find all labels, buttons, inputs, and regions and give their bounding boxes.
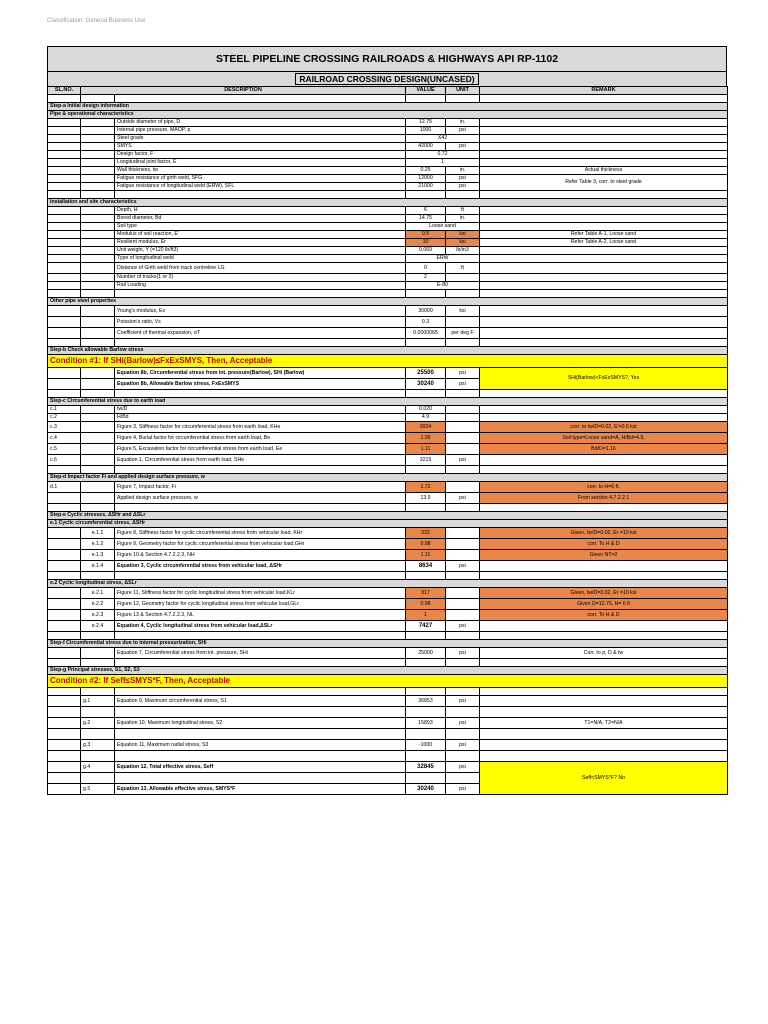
table-cell: e.2.2	[81, 599, 115, 610]
table-cell: Figure 13 & Section 4.7.2.2.3, NL	[115, 610, 406, 621]
table-row	[48, 648, 728, 659]
table-cell: 15893	[406, 718, 446, 729]
table-cell: Outside diameter of pipe, D	[115, 119, 406, 127]
table-cell: ft	[446, 207, 480, 215]
table-cell: psi	[446, 762, 480, 773]
table-cell: Internal pipe pressure, MAOP, p	[115, 127, 406, 135]
table-cell: g.2	[81, 718, 115, 729]
table-cell: c.4	[48, 433, 81, 444]
table-cell: Step-c Circumferential stress due to earth load	[48, 398, 728, 406]
table-cell: ksi	[446, 239, 480, 247]
table-row	[48, 414, 728, 422]
condition-1-banner	[48, 355, 728, 368]
condition-2-result: Seff<SMYS*F? No	[480, 762, 728, 795]
table-cell: 332	[406, 528, 446, 539]
table-cell: Condition #1: If SHi(Barlow)≤FxExSMYS, Then, Acceptable	[48, 355, 728, 368]
table-cell: e.1 Cyclic circumferential stress, ΔSHr	[48, 520, 728, 528]
table-row	[48, 255, 728, 263]
table-cell: Pipe & operational characteristics	[48, 111, 728, 119]
table-cell: Soil type=Loose sand=A, H/Bd=4.9,	[480, 433, 728, 444]
table-row	[48, 539, 728, 550]
table-cell: Equation 4, Cyclic longitudinal stress from vehicular load,ΔSLr	[115, 621, 406, 632]
table-cell: Condition #2: If Seff≤SMYS*F, Then, Acceptable	[48, 675, 728, 688]
table-cell: 30000	[406, 306, 446, 317]
table-row	[48, 696, 728, 707]
table-cell: X42	[406, 135, 480, 143]
table-cell: Resilient modulus, Er	[115, 239, 406, 247]
table-cell: psi	[446, 696, 480, 707]
table-cell: ft	[446, 263, 480, 274]
table-cell: 25000	[406, 648, 446, 659]
table-cell: tw/D	[115, 406, 406, 414]
table-cell: Refer Table A-2, Loose sand	[480, 239, 728, 247]
table-cell: 0.3	[406, 317, 446, 328]
table-cell: Step-b Check allowable Barlow stress	[48, 347, 728, 355]
table-cell: Given, tw/D=0.02, Er =10 ksi	[480, 588, 728, 599]
table-cell: 3219	[406, 455, 446, 466]
table-cell: corr. to H=6 ft.	[480, 482, 728, 493]
table-cell: Rail Loading	[115, 282, 406, 290]
header-unit: UNIT	[446, 87, 480, 95]
table-cell: e.2.1	[81, 588, 115, 599]
table-cell: e.1.4	[81, 561, 115, 572]
table-row	[48, 159, 728, 167]
table-cell: Equation 8b, Allowable Barlow stress, FxExSMYS	[115, 379, 406, 390]
table-row	[48, 207, 728, 215]
header-remark: REMARK	[480, 87, 728, 95]
table-row	[48, 317, 728, 328]
table-cell: 21000	[406, 183, 446, 191]
table-row	[48, 599, 728, 610]
table-cell: e.2 Cyclic longitudinal stress, ΔSLr	[48, 580, 728, 588]
subsection-steel	[48, 298, 728, 306]
table-cell: per deg F	[446, 328, 480, 339]
table-cell: Step-g Principal stresses, S1, S2, S3	[48, 667, 728, 675]
table-cell: ksi	[446, 231, 480, 239]
table-row	[48, 493, 728, 504]
table-row	[48, 119, 728, 127]
table-cell: c.1	[48, 406, 81, 414]
table-cell: Equation 8b, Circumferential stress from int. pressure(Barlow), SHi (Barlow)	[115, 368, 406, 379]
table-row	[48, 621, 728, 632]
table-cell: psi	[446, 183, 480, 191]
table-cell: Loose sand	[406, 223, 480, 231]
subsection-site	[48, 199, 728, 207]
table-cell: 12000	[406, 175, 446, 183]
header-description: DESCRIPTION	[81, 87, 406, 95]
table-cell: 0.069	[406, 247, 446, 255]
table-cell: e.1.3	[81, 550, 115, 561]
table-cell: Figure 12, Geometry factor for cyclic longitudinal stress from vehicular load,GLr	[115, 599, 406, 610]
section-step-b	[48, 347, 728, 355]
table-cell: psi	[446, 175, 480, 183]
header-row	[48, 87, 728, 95]
table-cell: 8634	[406, 561, 446, 572]
section-step-g	[48, 667, 728, 675]
table-cell: psi	[446, 648, 480, 659]
table-row	[48, 740, 728, 751]
table-cell: H/Bd	[115, 414, 406, 422]
table-cell: psi	[446, 740, 480, 751]
table-cell: 25500	[406, 368, 446, 379]
table-cell: g.1	[81, 696, 115, 707]
table-cell: 4.9	[406, 414, 446, 422]
sheet-subtitle: RAILROAD CROSSING DESIGN(UNCASED)	[295, 73, 478, 85]
table-cell: Step-e Cyclic stresses, ΔSHr and ΔSLr	[48, 512, 728, 520]
table-cell: d.1	[48, 482, 81, 493]
table-cell: Figure 11, Stiffness factor for cyclic longitudinal stress from vehicular load,KLr	[115, 588, 406, 599]
table-cell: 0.98	[406, 599, 446, 610]
table-row	[48, 588, 728, 599]
table-row	[48, 215, 728, 223]
table-cell: From section 4.7.2.2.1	[480, 493, 728, 504]
table-cell: Given, tw/D=0.02, Er =10 ksi	[480, 528, 728, 539]
table-cell: 0	[406, 263, 446, 274]
table-cell: Soil type	[115, 223, 406, 231]
table-cell: psi	[446, 784, 480, 795]
table-row	[48, 263, 728, 274]
classification-label: Classification: General Business Use	[47, 18, 146, 24]
table-cell: Given D=12.75, H= 6 ft	[480, 599, 728, 610]
table-cell: psi	[446, 368, 480, 379]
table-row	[48, 306, 728, 317]
table-cell: Equation 3, Cyclic circumferential stress from vehicular load, ΔSHr	[115, 561, 406, 572]
table-row	[48, 550, 728, 561]
table-cell: 1.11	[406, 444, 446, 455]
table-cell: Number of tracks(1 or 2)	[115, 274, 406, 282]
table-cell	[446, 274, 480, 282]
subsection-e1	[48, 520, 728, 528]
table-row	[48, 422, 728, 433]
table-cell: corr. to tw/D=0.02, E'=0.5 ksi	[480, 422, 728, 433]
table-cell: 1000	[406, 127, 446, 135]
table-cell: SMYS	[115, 143, 406, 151]
header-slno: SL.NO.	[48, 87, 81, 95]
table-cell: 0.72	[406, 151, 480, 159]
table-cell: Equation 11, Maximum radial stress, S3	[115, 740, 406, 751]
table-row	[48, 528, 728, 539]
table-row	[48, 433, 728, 444]
table-row	[48, 143, 728, 151]
table-cell: 2	[406, 274, 446, 282]
table-cell: in.	[446, 119, 480, 127]
design-table	[47, 86, 728, 795]
table-cell: psi	[446, 561, 480, 572]
table-cell: Other pipe steel properties	[48, 298, 728, 306]
section-step-d	[48, 474, 728, 482]
table-cell: psi	[446, 621, 480, 632]
condition-2-banner	[48, 675, 728, 688]
table-cell: Figure 7, Impact factor, Fi	[115, 482, 406, 493]
table-cell: in.	[446, 215, 480, 223]
subsection-pipe	[48, 111, 728, 119]
table-cell: Unit weight, Y (=120 lb/ft3)	[115, 247, 406, 255]
table-cell: T1=N/A, T2=N/A	[480, 718, 728, 729]
table-row	[48, 127, 728, 135]
table-cell: Coefficient of thermal expansion, αT	[115, 328, 406, 339]
table-row	[48, 151, 728, 159]
table-cell: c.5	[48, 444, 81, 455]
table-cell: g.3	[81, 740, 115, 751]
table-cell	[446, 317, 480, 328]
table-cell: Depth, H	[115, 207, 406, 215]
table-row	[48, 231, 728, 239]
table-row	[48, 274, 728, 282]
table-row	[48, 135, 728, 143]
table-cell: Figure 3, Stiffness factor for circumferential stress from earth load, KHe	[115, 422, 406, 433]
table-cell: Applied design surface pressure, w	[115, 493, 406, 504]
section-step-e	[48, 512, 728, 520]
table-cell: 1.11	[406, 550, 446, 561]
table-cell: Bored diameter, Bd	[115, 215, 406, 223]
section-step-a	[48, 103, 728, 111]
table-row	[48, 239, 728, 247]
section-step-f	[48, 640, 728, 648]
table-row	[48, 482, 728, 493]
table-cell: Step-f Circumferential stress due to internal pressurization, SHi	[48, 640, 728, 648]
table-cell: Steel grade	[115, 135, 406, 143]
table-row	[48, 175, 728, 183]
table-row	[48, 455, 728, 466]
table-cell: Step-a Initial design information	[48, 103, 728, 111]
table-cell: Refer Table 3, corr. to steel grade	[480, 175, 728, 191]
table-cell: Equation 9, Maximum circumferential stress, S1	[115, 696, 406, 707]
table-cell: psi	[446, 143, 480, 151]
table-row	[48, 167, 728, 175]
table-cell: 1.72	[406, 482, 446, 493]
table-cell: Equation 13, Allowable effective stress, SMYS*F	[115, 784, 406, 795]
table-cell: -1000	[406, 740, 446, 751]
table-cell: g.4	[81, 762, 115, 773]
table-cell: corr. To H & D	[480, 610, 728, 621]
table-cell: lb/in3	[446, 247, 480, 255]
table-cell: 0.25	[406, 167, 446, 175]
table-cell: 13.9	[406, 493, 446, 504]
table-cell: 36853	[406, 696, 446, 707]
table-cell: 10	[406, 239, 446, 247]
table-cell: 1	[406, 159, 480, 167]
table-row	[48, 561, 728, 572]
table-cell: e.2.4	[81, 621, 115, 632]
table-cell: Refer Table A-1, Loose sand	[480, 231, 728, 239]
table-cell: Fatigue resistance of longitudinal weld (ERW), SFL	[115, 183, 406, 191]
table-cell: ksi	[446, 306, 480, 317]
table-cell: E-80	[406, 282, 480, 290]
table-cell: 32845	[406, 762, 446, 773]
table-cell: c.6	[48, 455, 81, 466]
table-cell: psi	[446, 127, 480, 135]
table-cell: Fatigue resistance of girth weld, SFG	[115, 175, 406, 183]
table-cell: psi	[446, 718, 480, 729]
condition-1-result: SHi(Barlow)<FxExSMYS?, Yes	[480, 368, 728, 390]
table-cell: Equation 1, Circumferential stress from earth load, SHe	[115, 455, 406, 466]
section-step-c	[48, 398, 728, 406]
table-cell: psi	[446, 379, 480, 390]
table-cell: Wall thickness, tw	[115, 167, 406, 175]
table-cell: 0.98	[406, 539, 446, 550]
table-cell: 7427	[406, 621, 446, 632]
table-row	[48, 444, 728, 455]
table-cell: 317	[406, 588, 446, 599]
table-row	[48, 406, 728, 414]
table-cell: 0.020	[406, 406, 446, 414]
table-cell: Figure 4, Burial factor for circumferential stress from earth load, Be	[115, 433, 406, 444]
table-cell: 42000	[406, 143, 446, 151]
table-cell: 3024	[406, 422, 446, 433]
subsection-e2	[48, 580, 728, 588]
table-row	[48, 328, 728, 339]
sheet-title: STEEL PIPELINE CROSSING RAILROADS & HIGHWAYS API RP-1102	[47, 46, 727, 72]
table-cell: Installation and site characteristics	[48, 199, 728, 207]
table-row	[48, 718, 728, 729]
table-cell: e.1.1	[81, 528, 115, 539]
table-cell: Given NT=2	[480, 550, 728, 561]
table-cell: Poission's ratio, Vs	[115, 317, 406, 328]
table-cell: ERW	[406, 255, 480, 263]
table-cell: c.2	[48, 414, 81, 422]
table-cell: g.5	[81, 784, 115, 795]
table-cell: in.	[446, 167, 480, 175]
table-cell: 1.09	[406, 433, 446, 444]
table-cell: 30240	[406, 379, 446, 390]
table-cell: Type of longitudinal weld	[115, 255, 406, 263]
table-row	[48, 368, 728, 379]
table-cell: Actual thickness	[480, 167, 728, 175]
table-row	[48, 610, 728, 621]
table-cell: Design factor, F	[115, 151, 406, 159]
table-row	[48, 247, 728, 255]
table-cell: Distance of Girth weld from track centreline LG	[115, 263, 406, 274]
table-row	[48, 223, 728, 231]
table-cell: Figure 9, Geometry factor for cyclic circumferential stress from vehicular load,GHr	[115, 539, 406, 550]
table-cell: Longitudinal joint factor, E	[115, 159, 406, 167]
table-row	[48, 282, 728, 290]
table-cell: corr. To H & D	[480, 539, 728, 550]
table-cell: 0.5	[406, 231, 446, 239]
header-value: VALUE	[406, 87, 446, 95]
table-cell: 6	[406, 207, 446, 215]
table-cell: Modulus of soil reaction, E'	[115, 231, 406, 239]
table-cell: Step-d Impact factor Fi and applied design surface pressure, w	[48, 474, 728, 482]
table-cell: Figure 10 & Section 4.7.2.2.3, NH	[115, 550, 406, 561]
table-cell: Equation 12, Total effective stress, Seff	[115, 762, 406, 773]
table-cell: Equation 10, Maximum longitudinal stress, S2	[115, 718, 406, 729]
subtitle-row	[47, 72, 727, 86]
table-row	[48, 762, 728, 773]
table-cell: Figure 8, Stiffness factor for cyclic circumferential stress from vehicular load, KHr	[115, 528, 406, 539]
table-cell: 14.75	[406, 215, 446, 223]
table-cell: 1	[406, 610, 446, 621]
table-cell: 12.75	[406, 119, 446, 127]
table-cell: 0.0000065	[406, 328, 446, 339]
table-cell: Corr. to p, D & tw	[480, 648, 728, 659]
table-cell: e.2.3	[81, 610, 115, 621]
table-cell: psi	[446, 455, 480, 466]
table-cell: psi	[446, 493, 480, 504]
table-cell: 30240	[406, 784, 446, 795]
table-cell: Figure 5, Excavation factor for circumferential stress from earth load, Ee	[115, 444, 406, 455]
table-cell: e.1.2	[81, 539, 115, 550]
calculation-sheet	[47, 46, 727, 795]
table-cell: Young's modulus, Es	[115, 306, 406, 317]
table-cell: Bd/D=1.16	[480, 444, 728, 455]
table-cell: Equation 7, Circumferential stress from int. pressure, SHi	[115, 648, 406, 659]
table-cell: c.3	[48, 422, 81, 433]
